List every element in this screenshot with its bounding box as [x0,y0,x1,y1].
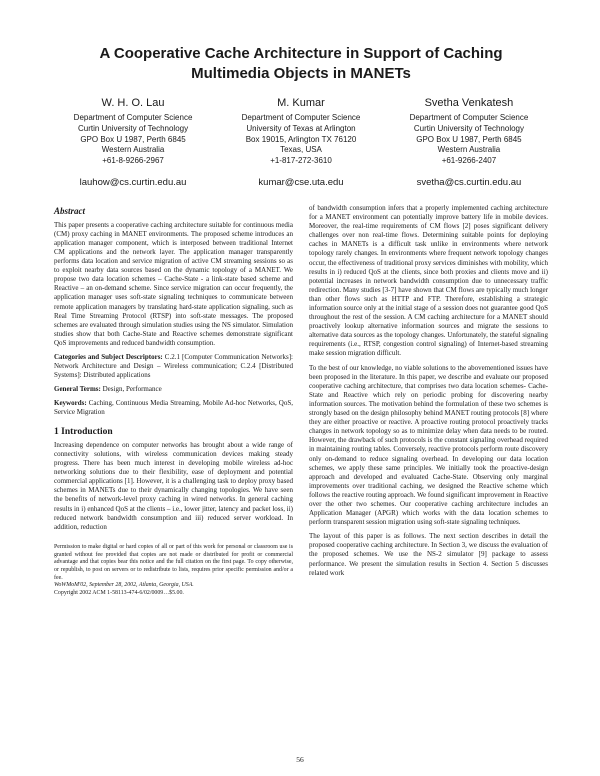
author-dept: Department of Computer Science [409,113,529,122]
author-block-lau [54,97,212,188]
permission-conference-line: WoWMoM'02, September 28, 2002, Atlanta, Georgia, USA. [54,582,194,589]
keywords-text: Caching, Continuous Media Streaming, Mobile Ad-hoc Networks, QoS, Service Migration [54,399,293,417]
left-column [54,204,293,598]
authors-row [54,97,548,188]
general-terms-paragraph [54,385,293,394]
author-name: Svetha Venkatesh [424,97,514,109]
abstract-heading: Abstract [54,205,86,216]
author-dept: Department of Computer Science [73,113,193,122]
right-column [309,204,548,598]
author-name: M. Kumar [277,97,325,109]
categories-paragraph [54,353,293,380]
author-region: Western Australia [101,145,165,155]
categories-label: Categories and Subject Descriptors: [54,352,165,361]
author-address: Box 19015, Arlington TX 76120 [245,134,357,144]
right-paragraph-3: The layout of this paper is as follows. The next section describes in detail the proposed cooperative caching architecture. In Section 3, we discuss the evaluation of the proposed schemes. We use the NS-2 simulator [9] package to assess performance. We present the simulation results in Section 4. Section 5 discusses related work [309,532,548,577]
author-email: lauhow@cs.curtin.edu.au [79,176,187,188]
introduction-paragraph: Increasing dependence on computer networks has brought about a wide range of connectivity solutions, with wireless communication devices making steady progress. There has been much interest in developing mobile wireless ad-hoc networking solutions due to their flexibility, ease of deployment and potential commercial applications [1]. However, it is a challenging task to deploy proxy based schemes in MANETs due to their dynamically changing topologies. We have seen the benefits of network-level proxy caching in wired networks. In general caching results in i) enhanced QoS at the clients – i.e., lower jitter, latency and packet loss, ii) reduced network bandwidth consumption and iii) reduced server workload. In addition, reduction [54,440,293,531]
author-address: GPO Box U 1987, Perth 6845 [80,134,186,144]
author-university: Curtin University of Technology [77,123,189,133]
author-phone: +61-8-9266-2967 [102,156,164,166]
body-columns [54,204,548,598]
author-phone: +61-9266-2407 [441,156,497,166]
keywords-paragraph [54,399,293,417]
author-region: Texas, USA [280,145,322,155]
general-terms-text: Design, Performance [102,385,162,394]
permission-text: Permission to make digital or hard copies of all or part of this work for personal or classroom use is granted without fee provided that copies are not made or distributed for profit or commercial advantage and that copies bear this notice and the full citation on the first page. To copy otherwise, or republish, to post on servers or to redistribute to lists, requires prior specific permission and/or a fee. [54,543,293,581]
author-region: Western Australia [437,145,501,155]
categories-text: C.2.1 [Computer Communication Networks]: Network Architecture and Design – Wireless communication; C.2.4 [Distributed Systems]: Distributed applications [54,352,293,380]
author-phone: +1-817-272-3610 [270,156,332,166]
keywords-label: Keywords: [54,399,89,408]
page-number: 56 [296,755,304,764]
right-paragraph-1: of bandwidth consumption infers that a properly implemented caching architecture for a MANET environment can potentially improve battery life in mobile devices. Moreover, the real-time requirements of CM flows [2] poses significant delivery challenges over non real-time flows. Determining suitable points for deploying caches in MANETs is a difficult task unlike in environments where network topology rarely changes. In environments where frequent network topology changes occur, the effectiveness of traditional proxy services diminishes with mobility, which results in i) reduced QoS at the clients, since both proxies and clients move and ii) potential increases in network bandwidth consumption due to unnecessary traffic redirection. Many studies [3-7] have shown that CM flows are typically much longer than other flows such as HTTP and FTP. Therefore, establishing a strategic information source only at the initial stage of a session does not guarantee good QoS throughout the rest of the session. A CM caching architecture for a MANET should proactively lookup alternative information sources and migrate the sessions to alternative data sources as the topology changes. Unfortunately, the stateful signaling requirements (i.e., RTSP, congestion control signaling) of Internet-based streaming make session migration difficult. [309,203,548,358]
introduction-heading: 1 Introduction [54,426,113,437]
right-paragraph-2: To the best of our knowledge, no viable solutions to the abovementioned issues have been proposed in the literature. In this paper, we describe and evaluate our proposed cooperative caching architecture, that comprises two data location schemes- Cache-State and Reactive which rely on periodic probing for discovering nearby information sources. The motivation behind the formulation of these two schemes is strongly based on the design philosophy behind MANET routing protocols [8] where they are either proactive or reactive. A proactive routing protocol proactively tracks changes in network topology so as to minimize delay when data needs to be routed. However, the drawback of such protocols is the constant signaling overhead required in maintaining routing tables. Conversely, reactive protocols perform route discovery only on-demand to reduce signaling overhead. In developing our data location schemes, we apply these same principles. We initially took the proactive-design approach and developed and evaluated Cache-State. Observing only marginal improvements over traditional caching, we designed the Reactive scheme which follows the reactive routing approach. We found significant improvement in Reactive over the other two schemes. Our cooperative caching architecture includes an Application Manager (APGR) which works with the data location schemes to perform transparent session migration using soft-state signaling techniques. [309,363,548,527]
permission-copyright-line: Copyright 2002 ACM 1-58113-474-6/02/0009…$5.00. [54,589,184,596]
author-block-venkatesh [390,97,548,188]
author-address: GPO Box U 1987, Perth 6845 [416,134,522,144]
author-university: University of Texas at Arlington [246,123,356,133]
author-block-kumar [222,97,380,188]
author-name: W. H. O. Lau [101,97,165,109]
author-email: kumar@cse.uta.edu [258,176,344,188]
general-terms-label: General Terms: [54,385,103,394]
author-university: Curtin University of Technology [413,123,524,133]
author-dept: Department of Computer Science [241,113,361,122]
abstract-text: This paper presents a cooperative caching architecture suitable for continuous media (CM) proxy caching in MANET environments. The proposed scheme introduces an application manager component, which is interposed between traditional Internet CM applications and the network layer. The application manager transparently performs data location and service migration of active CM streaming sessions so as to exploit nearby data sources based on the dynamic topology of a MANET. We propose two data location schemes – Cache-State - a link-state based scheme and Reactive – an on-demand scheme. Since service migration can occur frequently, the application manager uses soft-state signaling techniques to communicate between remote application managers by translating hard-state application signaling, such as Real Time Streaming Protocol (RTSP) into soft-state messages. The proposed schemes are evaluated through simulation studies using the NS simulator. Simulation studies show that both Cache-State and Reactive schemes demonstrate significant QoS improvements and reduced bandwidth consumption. [54,220,293,347]
permission-block [54,544,293,598]
author-email: svetha@cs.curtin.edu.au [416,176,522,188]
paper-title: A Cooperative Cache Architecture in Support of Caching Multimedia Objects in MANETs [99,45,503,82]
